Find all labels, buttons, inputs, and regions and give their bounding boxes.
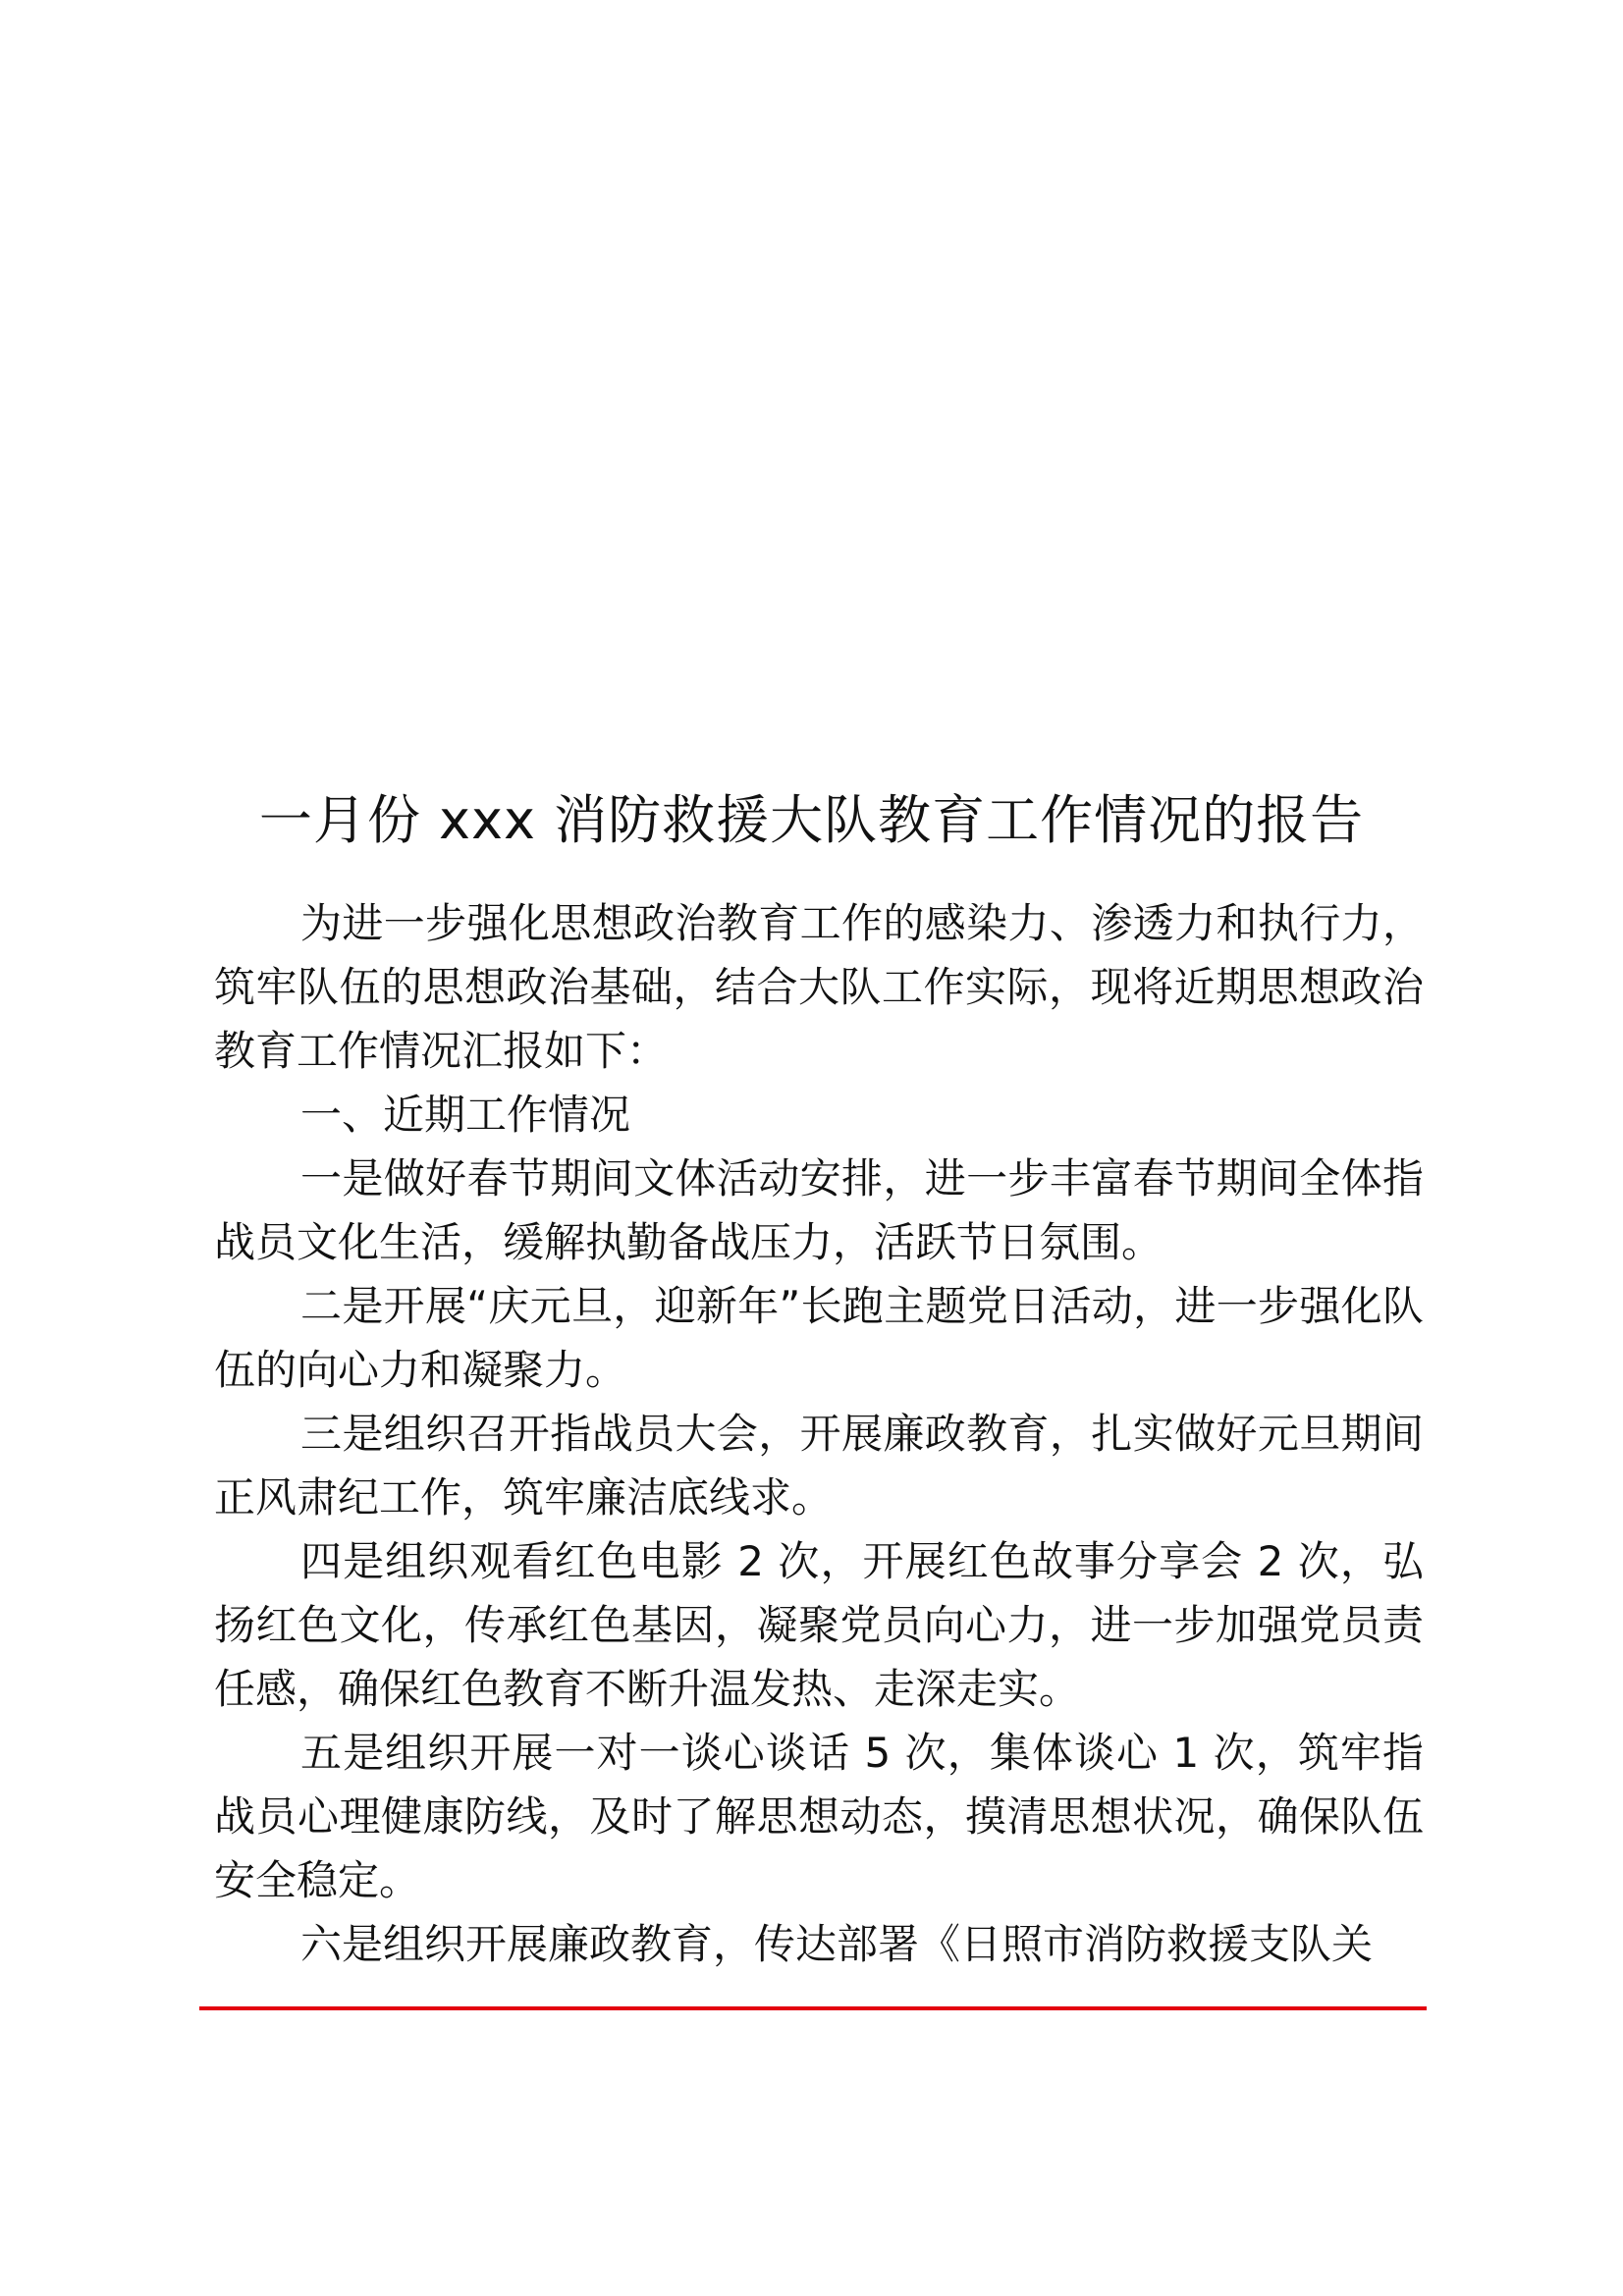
paragraph-item-5: 五是组织开展一对一谈心谈话 5 次，集体谈心 1 次，筑牢指战员心理健康防线，及时了解思想动态，摸清思想状况，确保队伍安全稳定。	[214, 1729, 1424, 1904]
document-body	[214, 891, 1424, 1976]
paragraph-item-1: 一是做好春节期间文体活动安排，进一步丰富春节期间全体指战员文化生活，缓解执勤备战压力，活跃节日氛围。	[214, 1154, 1424, 1266]
paragraph-item-3: 三是组织召开指战员大会，开展廉政教育，扎实做好元旦期间正风肃纪工作，筑牢廉洁底线求。	[214, 1410, 1424, 1522]
paragraph-item-2: 二是开展“庆元旦，迎新年”长跑主题党日活动，进一步强化队伍的向心力和凝聚力。	[214, 1282, 1424, 1394]
footer-red-rule	[199, 2006, 1427, 2010]
paragraph-item-6: 六是组织开展廉政教育，传达部署《日照市消防救援支队关	[300, 1920, 1374, 1968]
document-title: 一月份 xxx 消防救援大队教育工作情况的报告	[258, 789, 1365, 852]
paragraph-intro: 为进一步强化思想政治教育工作的感染力、渗透力和执行力，筑牢队伍的思想政治基础，结合大队工作实际，现将近期思想政治教育工作情况汇报如下：	[214, 899, 1424, 1075]
paragraph-item-4: 四是组织观看红色电影 2 次，开展红色故事分享会 2 次，弘扬红色文化，传承红色基因，凝聚党员向心力，进一步加强党员责任感，确保红色教育不断升温发热、走深走实。	[214, 1537, 1424, 1713]
section-heading: 一、近期工作情况	[300, 1091, 631, 1139]
